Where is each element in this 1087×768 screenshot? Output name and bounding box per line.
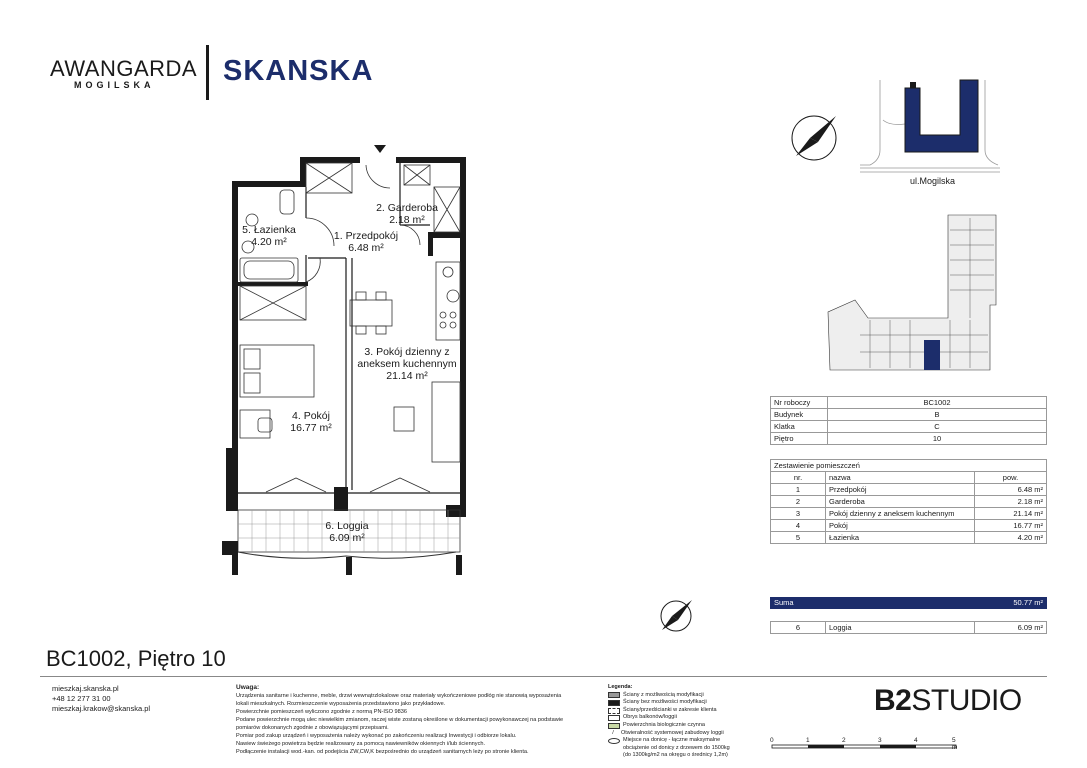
room-pokoj-dzienny-label: 3. Pokój dzienny z aneksem kuchennym 21.14 m² xyxy=(357,346,457,382)
table-header: nr. nazwa pow. xyxy=(771,472,1047,484)
room-pokoj-label: 4. Pokój 16.77 m² xyxy=(290,410,332,434)
entry-arrow-icon xyxy=(374,145,386,153)
room-przedpokoj-label: 1. Przedpokój 6.48 m² xyxy=(333,230,399,254)
key-plan xyxy=(828,215,996,370)
room-loggia-label: 6. Loggia 6.09 m² xyxy=(325,520,369,544)
rooms-table-title: Zestawienie pomieszczeń xyxy=(771,460,1047,472)
table-row: Budynek B xyxy=(771,409,1047,421)
sum-label: Suma xyxy=(774,598,794,607)
table-row: 2 Garderoba 2.18 m² xyxy=(771,496,1047,508)
sum-value: 50.77 m² xyxy=(1013,598,1043,607)
b2studio-logo: B2STUDIO xyxy=(874,684,1022,717)
table-row: Klatka C xyxy=(771,421,1047,433)
table-row: 1 Przedpokój 6.48 m² xyxy=(771,484,1047,496)
legend-block: Legenda: Ściany z możliwością modyfikacji Ściany bez możliwości modyfikacji Ściany/przedścianki w zakresie klienta Obrys balkonów/loggii Powierzchnia biologicznie czynna / Otwieralność systemowej zabudowy loggii Miejsce na donicę - łączne maksymalne obciążenie od donicy z drzewem do 1500kg (do 1300kg/m2 na okręgu o średnicy 1,2m) xyxy=(608,684,730,759)
contact-block xyxy=(52,684,150,714)
rooms-table xyxy=(770,459,1047,544)
small-compass-icon xyxy=(661,600,692,631)
unit-title: BC1002, Piętro 10 xyxy=(46,646,226,671)
table-row: Piętro 10 xyxy=(771,433,1047,445)
phone-number: +48 12 277 31 00 xyxy=(52,694,111,703)
key-plan-unit-highlight xyxy=(924,340,940,370)
mogilska-logo: MOGILSKA xyxy=(74,80,155,90)
site-plan-map xyxy=(860,80,1000,172)
table-row: 5 Łazienka 4.20 m² xyxy=(771,532,1047,544)
loggia-table xyxy=(770,621,1047,634)
room-garderoba-label: 2. Garderoba 2.18 m² xyxy=(376,202,438,226)
awangarda-logo: AWANGARDA xyxy=(50,56,198,81)
street-label: ul.Mogilska xyxy=(910,176,956,186)
room-lazienka-label: 5. Łazienka 4.20 m² xyxy=(242,224,296,248)
table-row: 4 Pokój 16.77 m² xyxy=(771,520,1047,532)
skanska-logo: SKANSKA xyxy=(223,55,374,87)
scale-bar xyxy=(772,745,956,748)
table-row: 6 Loggia 6.09 m² xyxy=(771,622,1047,634)
email-link[interactable]: mieszkaj.krakow@skanska.pl xyxy=(52,704,151,713)
footer-divider xyxy=(40,676,1047,677)
unit-info-table xyxy=(770,396,1047,445)
table-row: 3 Pokój dzienny z aneksem kuchennym 21.14 m² xyxy=(771,508,1047,520)
north-compass-icon xyxy=(792,116,836,160)
table-row: Nr roboczy BC1002 xyxy=(771,397,1047,409)
sum-row xyxy=(770,597,1047,609)
website-link[interactable]: mieszkaj.skanska.pl xyxy=(52,684,119,693)
notes-block: Uwaga: Urządzenia sanitarne i kuchenne, meble, drzwi wewnątrzlokalowe oraz materiały wykończeniowe podłóg nie stanowią wyposażenia lokali mieszkalnych. Rozmieszczenie wyposażenia przedstawiono jako przykładowe. Powierzchnie pomieszczeń wyliczono zgodnie z normą PN-ISO 9836 Podane powierzchnie mogą ulec niewielkim zmianom, raczej wiste zostaną określone w dokumentacji powykonawczej na podstawie pomiarów dokonanych zgodnie z obowiązującymi przepisami. Pomiar pod zakup urządzeń i wyposażenia należy wykonać po zakończeniu realizacji Inwestycji i odbiorze lokalu. Nawiew świeżego powietrza będzie realizowany za pomocą nawiewników okiennych i/lub ściennych. Podłączenie instalacji wod.-kan. od podejścia ZW,CW,K bezpośrednio do urządzeń sanitarnych leży po stronie klienta. xyxy=(236,684,564,755)
